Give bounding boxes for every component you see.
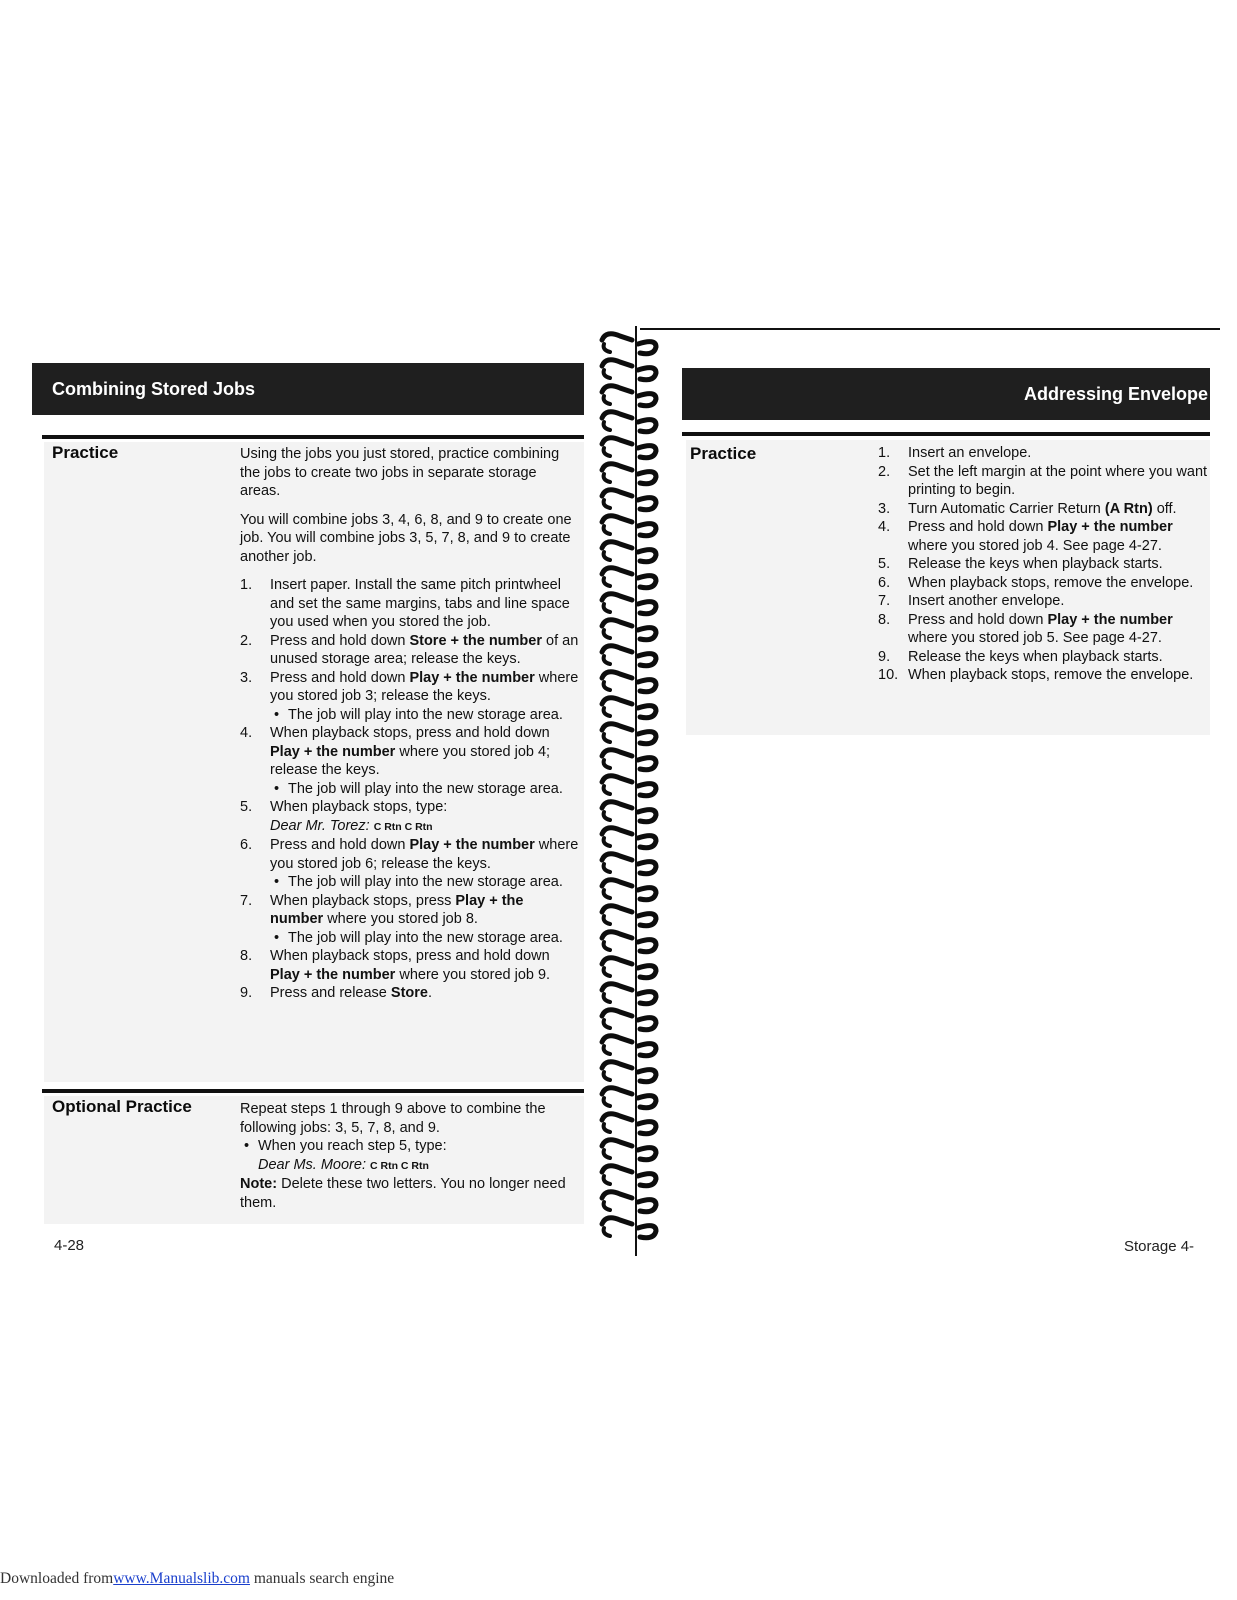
download-footer [0, 1570, 394, 1588]
step-text [908, 501, 1177, 517]
spiral-coil [602, 1114, 656, 1134]
step-number: 5. [878, 556, 891, 572]
step-bullet [270, 706, 580, 725]
bullet-text: The job will play into the new storage area. [288, 929, 563, 946]
step-item [240, 892, 580, 948]
spiral-coil [602, 1192, 656, 1212]
step-number: 3. [878, 500, 891, 517]
step-text-part: Insert paper. Install the same pitch printwheel and set the same margins, tabs and line space you used when you stored the job. [270, 577, 570, 630]
divider-rule [682, 432, 1210, 436]
step-text-part: Press and hold down [270, 632, 410, 649]
spiral-coil [602, 542, 656, 562]
left-page [0, 0, 600, 1600]
note [240, 1175, 580, 1212]
section-title-bar [682, 368, 1210, 420]
step-number: 6. [240, 837, 253, 853]
step-number: 6. [878, 574, 891, 591]
spiral-coil [602, 1088, 656, 1108]
step-text-part: Press and hold down [270, 837, 410, 853]
step-text-part: Press and hold down [908, 519, 1048, 535]
spiral-coil [602, 1010, 656, 1030]
practice-steps-list [878, 444, 1208, 685]
step-item [878, 518, 1208, 555]
spiral-coil [602, 1166, 656, 1186]
step-text-part: Release the keys when playback starts. [908, 648, 1163, 665]
step-text [270, 948, 550, 983]
step-text-part: where you stored job 9. [395, 966, 551, 983]
step-key-combo: Store + the number [409, 632, 542, 649]
step-text-part: of an unused storage area; release the keys. [270, 632, 579, 667]
step-text-part: where you stored job 3; release the keys. [270, 669, 579, 704]
step-item [240, 724, 580, 798]
spiral-coil [602, 568, 656, 588]
step-text [270, 670, 578, 705]
spiral-coil [602, 776, 656, 796]
spiral-coil [602, 464, 656, 484]
step-text [270, 577, 570, 630]
page-number: 4-28 [54, 1237, 85, 1254]
optional-salutation: Dear Ms. Moore: [258, 1156, 366, 1173]
spiral-coil [602, 646, 656, 666]
step-item [240, 576, 580, 632]
spiral-coil [602, 958, 656, 978]
spiral-coil [602, 672, 656, 692]
step-text [270, 633, 578, 668]
spiral-coil [602, 438, 656, 458]
step-text-part: Press and hold down [270, 669, 410, 686]
section-title-bar [32, 363, 584, 415]
step-text [908, 519, 1173, 554]
step-text-part: When playback stops, press and hold down [270, 725, 550, 741]
divider-rule [42, 1089, 584, 1093]
step-number: 7. [240, 892, 253, 909]
spiral-coil [602, 724, 656, 744]
step-text [908, 464, 1207, 499]
spiral-coil [602, 932, 656, 952]
step-item [240, 984, 580, 1003]
step-item [878, 500, 1208, 519]
step-key-combo: (A Rtn) [1104, 500, 1153, 517]
footer-suffix: manuals search engine [253, 1570, 395, 1587]
step-text-part: Press and release [270, 985, 391, 1001]
step-text [908, 649, 1163, 665]
step-number: 8. [878, 611, 891, 628]
step-text [908, 575, 1193, 591]
step-text [908, 612, 1173, 647]
step-number: 2. [240, 632, 253, 649]
step-key-combo: Play + the number [1047, 611, 1173, 628]
page-footer: Storage 4- [1124, 1238, 1195, 1255]
step-text-part: Turn Automatic Carrier Return [908, 500, 1105, 517]
typed-line [270, 817, 580, 837]
step-number: 4. [878, 519, 891, 535]
optional-text: Repeat steps 1 through 9 above to combine the following jobs: 3, 5, 7, 8, and 9. [240, 1101, 546, 1136]
step-text [908, 556, 1163, 572]
step-number: 8. [240, 948, 253, 964]
divider-rule [42, 435, 584, 439]
step-item [878, 611, 1208, 648]
step-text-part: When playback stops, remove the envelope. [908, 574, 1194, 591]
step-number: 1. [878, 445, 891, 461]
note-label: Note: [240, 1176, 278, 1192]
step-text-part: Set the left margin at the point where you want printing to begin. [908, 463, 1208, 498]
step-item [240, 632, 580, 669]
spiral-coil [602, 516, 656, 536]
spiral-coil [602, 698, 656, 718]
step-text [908, 593, 1064, 609]
spiral-coil [602, 1062, 656, 1082]
step-item [240, 947, 580, 984]
step-number: 7. [878, 593, 891, 609]
carrier-return-keys: C Rtn C Rtn [373, 820, 433, 833]
bullet-text: The job will play into the new storage area. [288, 780, 563, 797]
step-text-part: When playback stops, press and hold down [270, 948, 550, 964]
optional-typed-line [240, 1156, 580, 1176]
step-text [270, 725, 550, 778]
step-item [878, 463, 1208, 500]
footer-prefix: Downloaded from [0, 1570, 114, 1587]
step-text-part: where you stored job 5. See page 4-27. [908, 630, 1162, 646]
step-text [270, 799, 447, 815]
spiral-coil [602, 906, 656, 926]
step-key-combo: Play + the number [270, 892, 524, 927]
practice-heading: Practice [690, 444, 757, 463]
optional-practice-heading: Optional Practice [52, 1097, 192, 1116]
spiral-coil [602, 854, 656, 874]
step-item [240, 798, 580, 836]
step-item [878, 592, 1208, 611]
step-number: 9. [240, 985, 253, 1001]
step-number: 10. [878, 667, 899, 683]
step-text-part: Press and hold down [908, 611, 1048, 628]
step-text [270, 837, 578, 872]
step-text-part: Insert an envelope. [908, 445, 1032, 461]
bullet-text: The job will play into the new storage area. [288, 874, 563, 890]
right-page [680, 0, 1237, 1600]
step-text-part: where you stored job 6; release the keys. [270, 837, 579, 872]
step-text [270, 893, 523, 928]
step-key-combo: Play + the number [1047, 519, 1173, 535]
bullet-icon: • [274, 706, 280, 723]
practice-steps-list [240, 576, 580, 1003]
step-item [240, 836, 580, 892]
step-item [878, 574, 1208, 593]
spiral-coil [602, 620, 656, 640]
salutation: Dear Mr. Torez: [270, 817, 370, 834]
practice-body [240, 445, 580, 1003]
step-item [240, 669, 580, 725]
step-number: 3. [240, 669, 253, 686]
step-text-part: off. [1152, 500, 1177, 517]
note-text: Delete these two letters. You no longer need them. [240, 1176, 566, 1211]
spiral-coil [602, 880, 656, 900]
intro-paragraph-1: Using the jobs you just stored, practice combining the jobs to create two jobs in separate storage areas. [240, 446, 560, 499]
step-text [908, 667, 1193, 683]
spiral-coil [602, 386, 656, 406]
step-key-combo: Play + the number [270, 743, 396, 760]
spiral-coil [602, 984, 656, 1004]
intro-paragraph-2: You will combine jobs 3, 4, 6, 8, and 9 to create one job. You will combine jobs 3, 5, 7, 8, and 9 to create another job. [240, 511, 572, 565]
step-text-part: When playback stops, remove the envelope. [908, 667, 1194, 683]
step-item [878, 648, 1208, 667]
spiral-coil [602, 360, 656, 380]
spiral-coil [602, 412, 656, 432]
optional-keys: C Rtn C Rtn [370, 1159, 429, 1172]
spiral-coil [602, 1036, 656, 1056]
step-item [878, 555, 1208, 574]
spiral-coil [602, 334, 656, 354]
spiral-coil [602, 750, 656, 770]
step-text [270, 985, 432, 1001]
step-key-combo: Play + the number [409, 669, 535, 686]
spiral-coil [602, 1140, 656, 1160]
spiral-coil [602, 802, 656, 822]
section-title: Addressing Envelope [1023, 383, 1208, 404]
step-number: 4. [240, 725, 253, 741]
spiral-coil [602, 490, 656, 510]
step-item [878, 666, 1208, 685]
step-bullet [270, 929, 580, 948]
spiral-binding [598, 326, 676, 1256]
bullet-icon: • [274, 929, 280, 946]
optional-practice-body [240, 1100, 580, 1212]
bullet-text: The job will play into the new storage area. [288, 706, 563, 723]
step-text-part: When playback stops, type: [270, 799, 448, 815]
optional-bullet [240, 1137, 580, 1156]
step-bullet [270, 873, 580, 892]
step-bullet [270, 780, 580, 799]
step-text-part: where you stored job 4; release the keys. [270, 743, 551, 778]
step-text-part: . [427, 985, 433, 1001]
optional-bullet-text: When you reach step 5, type: [258, 1138, 447, 1154]
step-item [878, 444, 1208, 463]
step-key-combo: Play + the number [270, 966, 396, 983]
spiral-coil [602, 594, 656, 614]
step-text-part: where you stored job 8. [323, 911, 478, 927]
section-title: Combining Stored Jobs [52, 378, 256, 399]
step-text [908, 445, 1031, 461]
manualslib-link[interactable]: www.Manualslib.com [113, 1570, 250, 1587]
spiral-coil [602, 828, 656, 848]
top-edge-line [640, 328, 1220, 330]
step-text-part: where you stored job 4. See page 4-27. [908, 537, 1162, 554]
step-number: 5. [240, 799, 253, 815]
bullet-icon: • [274, 874, 280, 890]
step-number: 2. [878, 463, 891, 480]
step-text-part: Release the keys when playback starts. [908, 556, 1163, 572]
practice-heading: Practice [52, 443, 119, 462]
practice-body [878, 444, 1208, 685]
step-key-combo: Store [390, 985, 428, 1001]
bullet-icon: • [244, 1138, 250, 1154]
step-text-part: Insert another envelope. [908, 593, 1065, 609]
step-text-part: When playback stops, press [270, 892, 456, 909]
bullet-icon: • [274, 780, 280, 797]
step-key-combo: Play + the number [409, 837, 535, 853]
step-number: 1. [240, 577, 253, 593]
step-number: 9. [878, 648, 891, 665]
spiral-coil [602, 1218, 656, 1238]
